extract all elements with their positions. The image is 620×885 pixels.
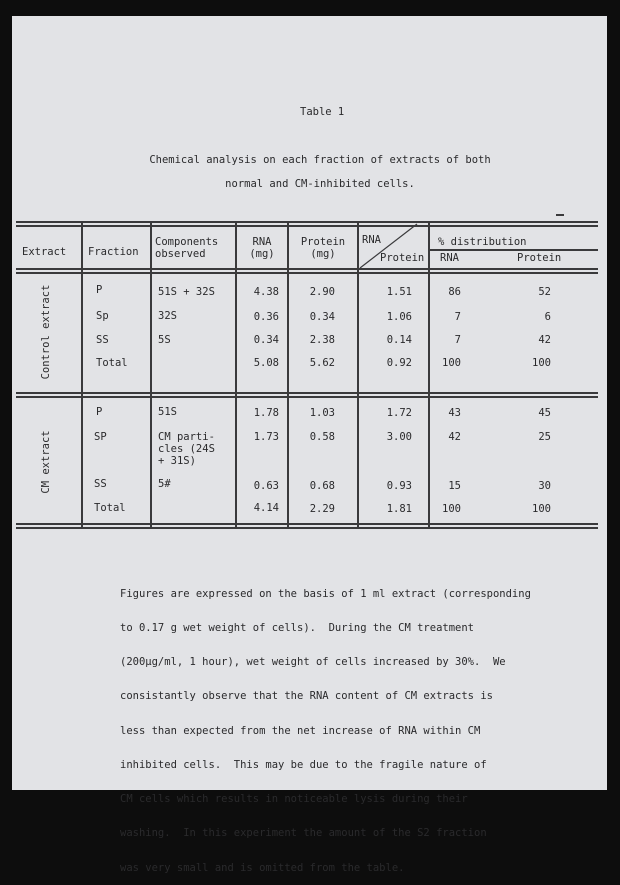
header-protein-2: (mg)	[310, 248, 336, 260]
header-distribution: % distribution	[438, 236, 527, 248]
cell-protein: 0.68	[309, 480, 335, 492]
header-rna-1: RNA	[252, 236, 272, 248]
cell-components: + 31S)	[158, 455, 196, 467]
cell-ratio: 1.81	[386, 503, 412, 515]
cell-protein: 2.29	[309, 503, 335, 515]
footnote-line: consistantly observe that the RNA content of CM extracts is	[120, 690, 493, 703]
cell-protein: 2.38	[309, 334, 335, 346]
cell-fraction: SP	[94, 431, 107, 443]
footnote-line: Figures are expressed on the basis of 1 ml extract (corresponding	[120, 587, 531, 600]
footnote-line: (200μg/ml, 1 hour), wet weight of cells increased by 30%. We	[120, 656, 506, 669]
cell-protein: 0.34	[309, 311, 335, 323]
cell-ratio: 1.51	[386, 286, 412, 298]
header-protein-1: Protein	[300, 236, 346, 248]
table-label: Table 1	[300, 106, 345, 118]
cell-dist-protein: 6	[544, 311, 551, 323]
cell-ratio: 1.72	[386, 407, 412, 419]
cell-ratio: 1.06	[386, 311, 412, 323]
cell-protein: 1.03	[309, 407, 335, 419]
cell-fraction: Total	[94, 502, 126, 514]
cell-dist-protein: 100	[532, 357, 551, 369]
cell-rna: 1.73	[253, 431, 279, 443]
header-dist-protein: Protein	[517, 252, 562, 264]
group-label-cm: CM extract	[40, 430, 52, 494]
header-components-1: Components	[155, 236, 219, 248]
cell-dist-rna: 7	[454, 311, 461, 323]
cell-dist-protein: 100	[532, 503, 551, 515]
cell-components: 32S	[158, 310, 177, 322]
cell-rna: 0.36	[253, 311, 279, 323]
header-extract: Extract	[22, 246, 67, 258]
cell-dist-protein: 42	[538, 334, 551, 346]
header-dist-rna: RNA	[440, 252, 459, 264]
cell-rna: 0.34	[253, 334, 279, 346]
cell-ratio: 0.92	[386, 357, 412, 369]
header-ratio-bottom: Protein	[380, 252, 425, 264]
cell-components: 51S + 32S	[158, 286, 215, 298]
cell-dist-protein: 52	[538, 286, 551, 298]
header-rna-2: (mg)	[249, 248, 275, 260]
cell-fraction: P	[96, 406, 103, 418]
header-components-2: observed	[155, 248, 206, 260]
cell-dist-rna: 100	[442, 357, 461, 369]
cell-protein: 5.62	[309, 357, 335, 369]
cell-rna: 4.38	[253, 286, 279, 298]
cell-fraction: SS	[94, 478, 107, 490]
cell-ratio: 0.93	[386, 480, 412, 492]
header-fraction: Fraction	[88, 246, 139, 258]
cell-dist-rna: 15	[448, 480, 461, 492]
footnote-line: CM cells which results in noticeable lysis during their	[120, 793, 468, 806]
footnote-line: washing. In this experiment the amount of the S2 fraction	[120, 827, 487, 840]
footnote-line: was very small and is omitted from the table.	[120, 861, 405, 874]
footnote-line: less than expected from the net increase of RNA within CM	[120, 724, 481, 737]
cell-rna: 0.63	[253, 480, 279, 492]
footnote-line: inhibited cells. This may be due to the fragile nature of	[120, 758, 487, 771]
cell-dist-rna: 7	[454, 334, 461, 346]
cell-components: CM parti-	[158, 431, 215, 443]
header-ratio-top: RNA	[362, 234, 381, 246]
cell-dist-protein: 30	[538, 480, 551, 492]
cell-components: cles (24S	[158, 443, 215, 455]
cell-dist-rna: 100	[442, 503, 461, 515]
cell-rna: 1.78	[253, 407, 279, 419]
cell-ratio: 3.00	[386, 431, 412, 443]
cell-protein: 2.90	[309, 286, 335, 298]
cell-dist-rna: 42	[448, 431, 461, 443]
cell-rna: 5.08	[253, 357, 279, 369]
cell-components: 51S	[158, 406, 177, 418]
cell-dist-protein: 45	[538, 407, 551, 419]
cell-dist-rna: 86	[448, 286, 461, 298]
caption-line-2: normal and CM-inhibited cells.	[225, 178, 415, 190]
caption-line-1: Chemical analysis on each fraction of extracts of both	[149, 154, 491, 166]
cell-fraction: SS	[96, 334, 109, 346]
footnote-line: to 0.17 g wet weight of cells). During the CM treatment	[120, 622, 475, 635]
cell-dist-protein: 25	[538, 431, 551, 443]
cell-components: 5#	[158, 478, 171, 490]
footnote	[120, 566, 590, 885]
cell-rna: 4.14	[253, 502, 279, 514]
cell-protein: 0.58	[309, 431, 335, 443]
cell-fraction: P	[96, 284, 103, 296]
cell-components: 5S	[158, 334, 171, 346]
cell-dist-rna: 43	[448, 407, 461, 419]
cell-fraction: Sp	[96, 310, 109, 322]
group-label-control: Control extract	[40, 284, 52, 380]
cell-fraction: Total	[96, 357, 128, 369]
cell-ratio: 0.14	[386, 334, 412, 346]
